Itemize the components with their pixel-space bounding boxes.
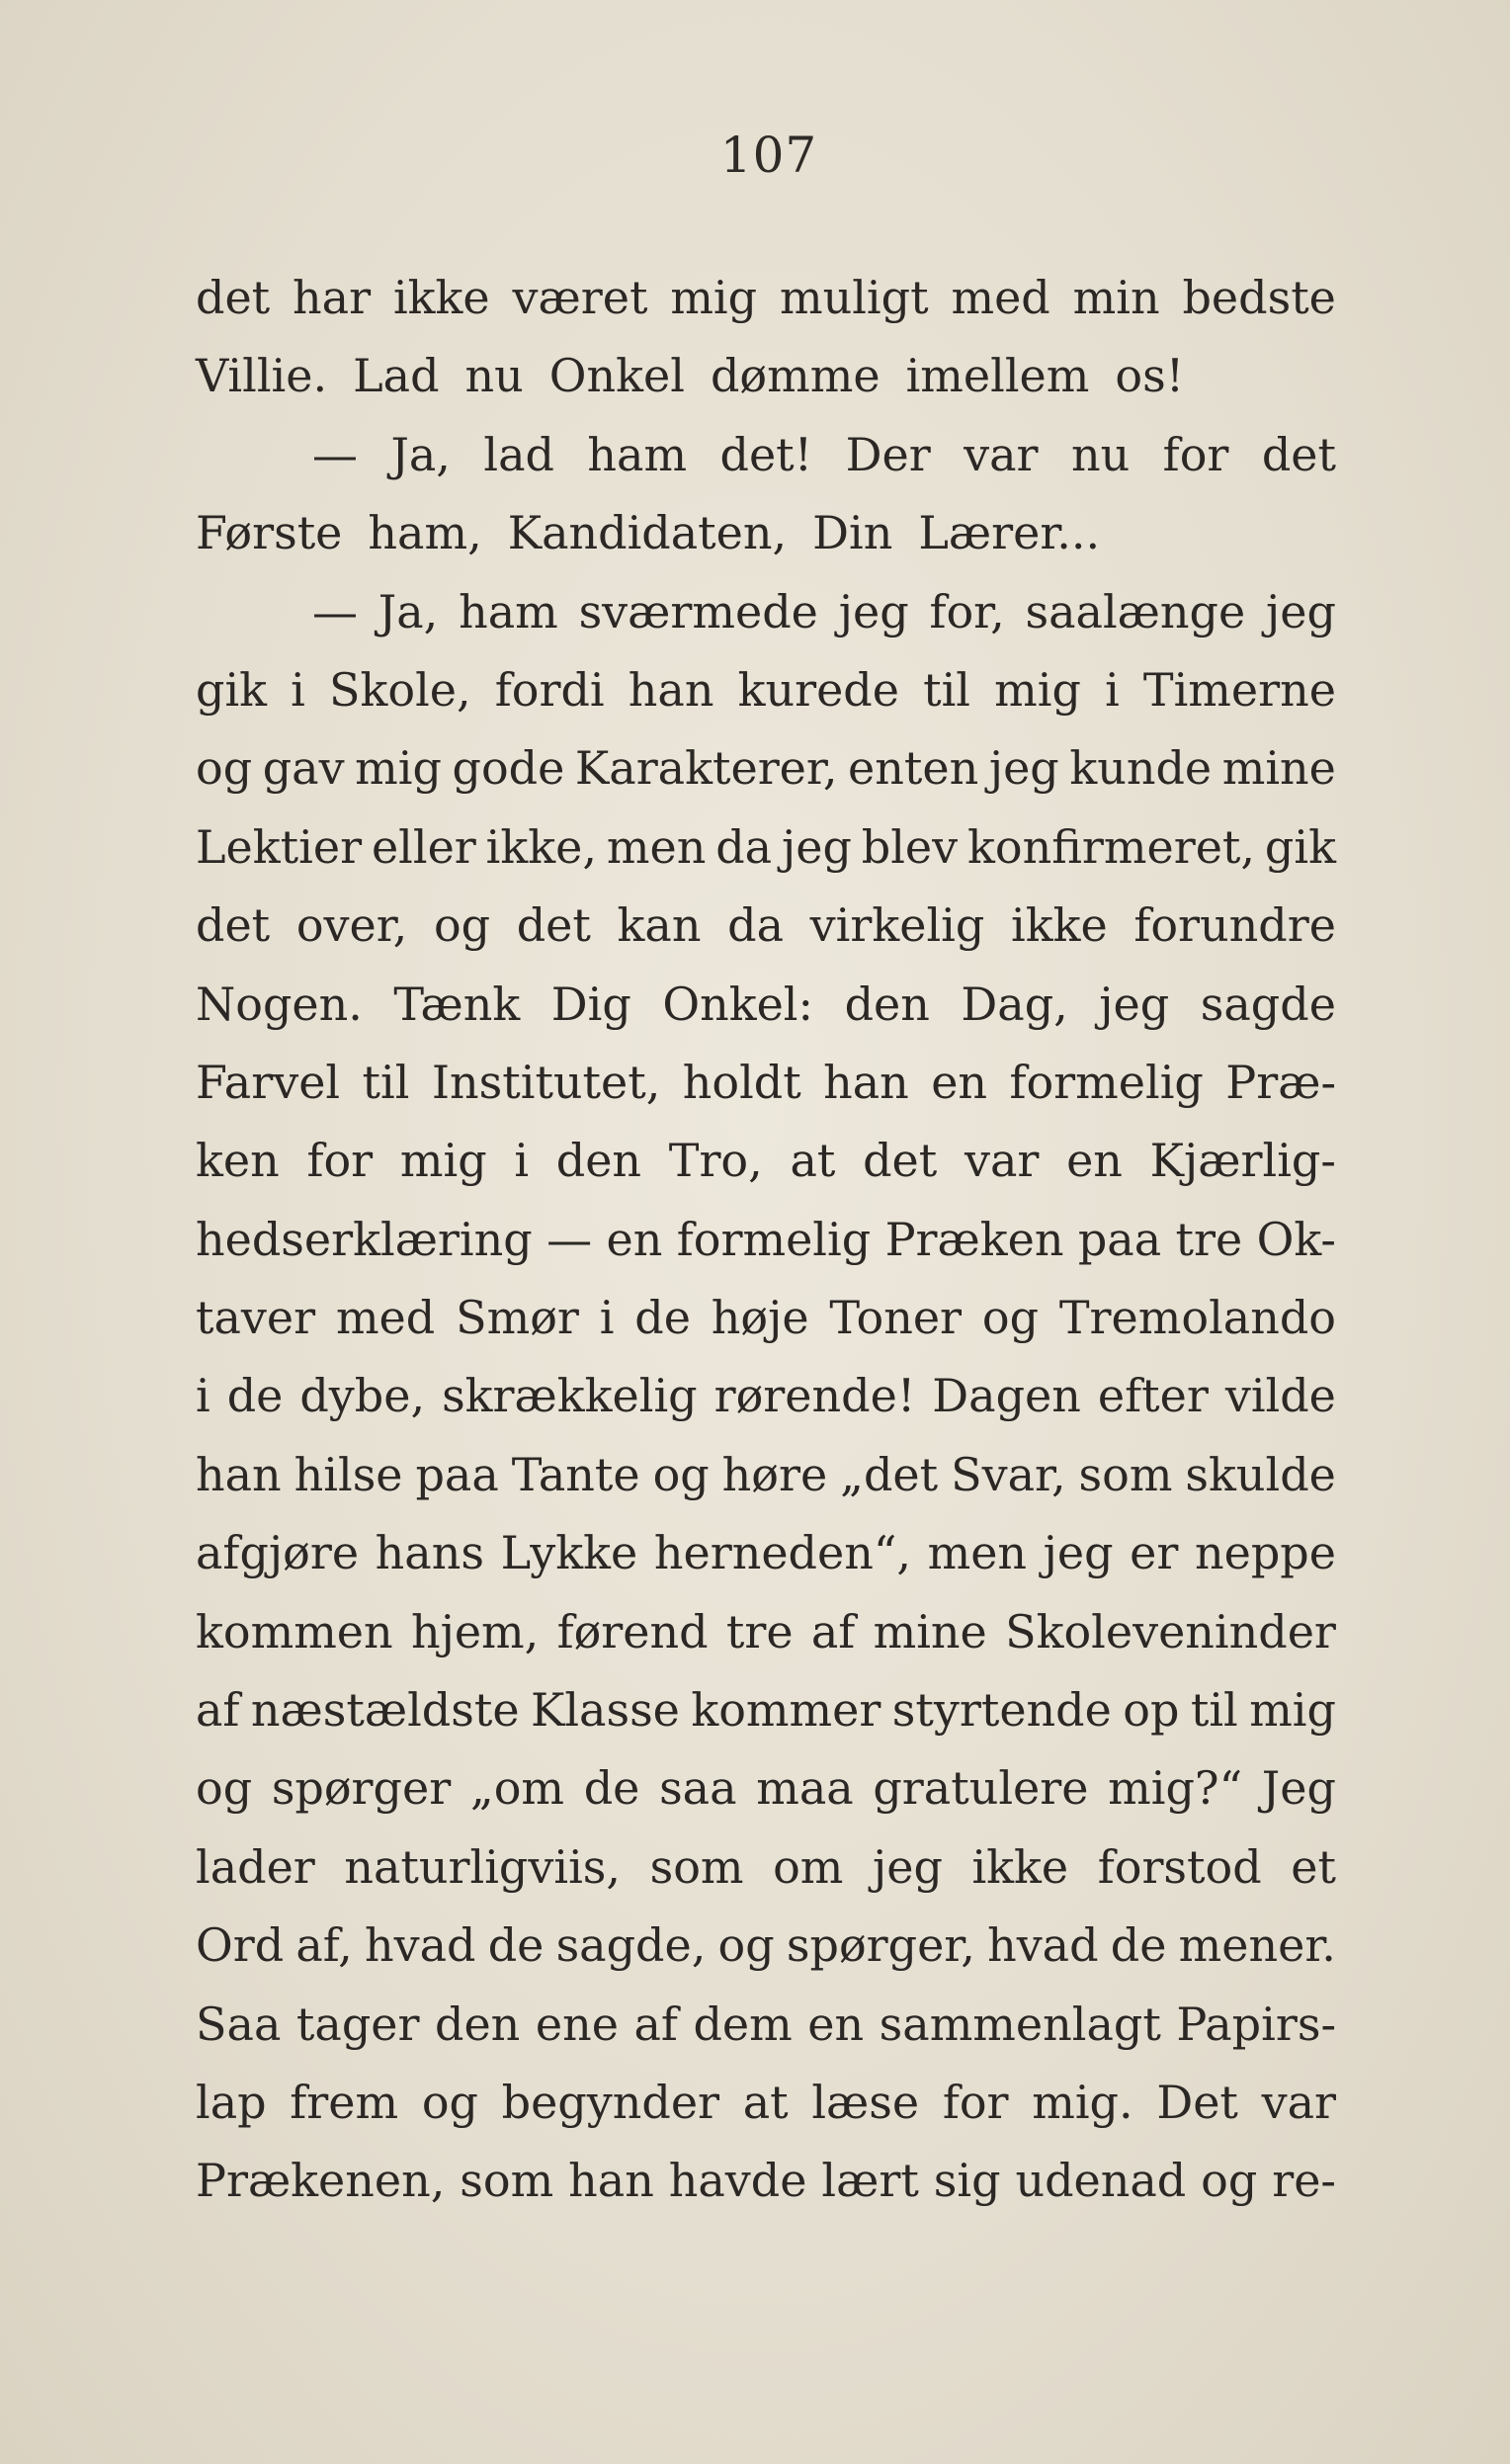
word: nu [1070, 427, 1131, 481]
word: bedste [1182, 271, 1336, 324]
word: var [964, 1134, 1040, 1188]
word: til [923, 662, 971, 717]
word: det [863, 1134, 938, 1188]
text-line [196, 1357, 1336, 1435]
word: forundre [1133, 898, 1336, 953]
word: afgjøre [196, 1526, 360, 1580]
text-line [196, 1279, 1336, 1357]
word: Tænk [393, 977, 521, 1031]
word: jeg [988, 741, 1059, 796]
word: frem [290, 2075, 399, 2129]
word: men [927, 1526, 1028, 1580]
word: Dagen [932, 1369, 1081, 1423]
word: Lykke [500, 1526, 638, 1580]
word: Saa [196, 1997, 282, 2051]
text-line [196, 416, 1336, 494]
word: Kjærlig- [1149, 1134, 1336, 1188]
word: kan [617, 898, 702, 953]
word: skrækkelig [442, 1369, 698, 1423]
word: Papirs- [1176, 1997, 1336, 2051]
word: vilde [1224, 1369, 1336, 1423]
word: Første [196, 506, 343, 560]
word: spørger [271, 1761, 452, 1816]
word: rørende! [713, 1369, 916, 1423]
word: i [599, 1291, 615, 1345]
word: kurede [737, 662, 899, 717]
word: ikke [392, 271, 490, 324]
word: Lad [353, 349, 440, 403]
word: — [546, 1212, 593, 1266]
word: ham [587, 427, 688, 481]
text-line [196, 1201, 1336, 1279]
word: det [196, 898, 271, 953]
word: høre [721, 1447, 828, 1501]
text-line [196, 259, 1336, 337]
word: jeg [1099, 977, 1170, 1031]
word: sammenlagt [879, 1997, 1161, 2051]
word: af [810, 1604, 856, 1658]
word: Dig [550, 977, 631, 1031]
word: Farvel [196, 1055, 341, 1109]
text-line [196, 1907, 1336, 1985]
word: sagde, [555, 1918, 707, 1973]
word: hvad [365, 1918, 476, 1973]
word: Det [1156, 2075, 1238, 2129]
word: Svar, [951, 1447, 1066, 1501]
page-number: 107 [719, 127, 818, 184]
word: formelig [1009, 1055, 1204, 1109]
word: Skoleveninder [1005, 1604, 1336, 1658]
word: er [1130, 1526, 1179, 1580]
word: et [1291, 1839, 1336, 1894]
word: holdt [682, 1055, 801, 1109]
text-line [196, 729, 1336, 807]
word: om [773, 1839, 844, 1894]
word: fordi [494, 662, 605, 717]
word: os! [1115, 349, 1185, 403]
word: som [460, 2154, 554, 2208]
word: jeg [1266, 584, 1336, 638]
word: dem [693, 1997, 793, 2051]
word: Din [812, 506, 893, 560]
word: udenad [1015, 2154, 1187, 2208]
text-line [196, 1986, 1336, 2064]
word: Onkel [548, 349, 685, 403]
word: hans [375, 1526, 484, 1580]
word: for [1162, 427, 1229, 481]
word: paa [415, 1447, 499, 1501]
text-line [196, 1593, 1336, 1671]
word: Prækenen, [196, 2154, 446, 2208]
word: hjem, [410, 1604, 540, 1658]
word: han [823, 1055, 909, 1109]
word: mig. [1032, 2075, 1133, 2129]
word: tre [1175, 1212, 1243, 1266]
word: forstod [1097, 1839, 1262, 1894]
text-line [196, 887, 1336, 965]
text-line [196, 494, 1336, 572]
word: Tante [511, 1447, 640, 1501]
word: mig [1249, 1683, 1336, 1738]
word: det [516, 898, 591, 953]
text-line [196, 2064, 1336, 2142]
text-line [196, 1671, 1336, 1749]
word: taver [196, 1291, 316, 1345]
word: at [742, 2075, 789, 2129]
word: lap [196, 2075, 267, 2129]
word: til [362, 1055, 410, 1109]
word: sværmede [578, 584, 818, 638]
word: maa [756, 1761, 854, 1816]
word: min [1072, 271, 1160, 324]
word: ken [196, 1134, 280, 1188]
word: han [196, 1447, 282, 1501]
word: over, [295, 898, 408, 953]
word: lader [196, 1839, 315, 1894]
text-line [196, 1749, 1336, 1827]
word: imellem [905, 349, 1090, 403]
word: lad [483, 427, 554, 481]
word: Jeg [1261, 1761, 1336, 1816]
word: den [555, 1134, 642, 1188]
word: en [606, 1212, 663, 1266]
word: den [435, 1997, 521, 2051]
word: saa [659, 1761, 737, 1816]
word: kunde [1069, 741, 1213, 796]
word: „det [840, 1447, 939, 1501]
word: den [844, 977, 930, 1031]
word: og [652, 1447, 710, 1501]
word: Lektier [196, 819, 363, 874]
word: herneden“, [653, 1526, 911, 1580]
word: ikke [971, 1839, 1069, 1894]
word: hilse [294, 1447, 403, 1501]
word: af, [295, 1918, 353, 1973]
word: Onkel: [662, 977, 814, 1031]
word: været [512, 271, 648, 324]
word: Toner [829, 1291, 963, 1345]
word: tre [725, 1604, 794, 1658]
word: som [649, 1839, 744, 1894]
word: for [306, 1134, 374, 1188]
word: Dag, [961, 977, 1068, 1031]
text-line [196, 573, 1336, 651]
word: — [312, 584, 358, 638]
word: jeg [1043, 1526, 1114, 1580]
word: blev [861, 819, 959, 874]
word: mine [1221, 741, 1336, 796]
word: Der [845, 427, 931, 481]
text-line [196, 966, 1336, 1044]
word: Timerne [1142, 662, 1336, 717]
word: de [1110, 1918, 1167, 1973]
word: da [727, 898, 785, 953]
word: sagde [1200, 977, 1336, 1031]
word: i [1105, 662, 1120, 717]
word: Kandidaten, [507, 506, 788, 560]
word: var [964, 427, 1039, 481]
word: for [942, 2075, 1009, 2129]
word: de [487, 1918, 545, 1973]
word: dybe, [299, 1369, 426, 1423]
word: enten [848, 741, 979, 796]
word: re- [1272, 2154, 1336, 2208]
word: Lærer... [918, 506, 1101, 560]
word: høje [711, 1291, 809, 1345]
word: gav [262, 741, 345, 796]
word: det [196, 271, 271, 324]
word: naturligviis, [344, 1839, 622, 1894]
word: og [433, 898, 491, 953]
word: konfirmeret, [967, 819, 1256, 874]
word: neppe [1194, 1526, 1336, 1580]
word: han [628, 662, 714, 717]
word: en [807, 1997, 865, 2051]
word: sig [933, 2154, 1001, 2208]
word: og [196, 741, 253, 796]
word: eller [371, 819, 476, 874]
word: at [790, 1134, 836, 1188]
word: havde [668, 2154, 807, 2208]
word: mig [670, 271, 758, 324]
text-line [196, 337, 1336, 415]
word: Tremolando [1058, 1291, 1336, 1345]
text-line [196, 1436, 1336, 1514]
word: ham [459, 584, 558, 638]
word: af [633, 1997, 678, 2051]
word: Nogen. [196, 977, 363, 1031]
word: til [1190, 1683, 1238, 1738]
word: dømme [710, 349, 881, 403]
word: mener. [1178, 1918, 1336, 1973]
word: ham, [368, 506, 482, 560]
word: formelig [676, 1212, 872, 1266]
word: i [291, 662, 305, 717]
word: nu [464, 349, 524, 403]
word: mig [355, 741, 442, 796]
word: begynder [501, 2075, 720, 2129]
word: i [196, 1369, 210, 1423]
text-line [196, 808, 1336, 887]
word: gik [1264, 819, 1336, 874]
word: og [421, 2075, 478, 2129]
word: for, [929, 584, 1005, 638]
word: i [514, 1134, 530, 1188]
word: som [1078, 1447, 1173, 1501]
word: jeg [781, 819, 852, 874]
word: styrtende [891, 1683, 1112, 1738]
word: jeg [872, 1839, 943, 1894]
word: Præ- [1225, 1055, 1336, 1109]
word: Ord [196, 1918, 285, 1973]
word: Smør [456, 1291, 579, 1345]
word: en [1066, 1134, 1123, 1188]
word: Skole, [329, 662, 471, 717]
word: gratulere [873, 1761, 1089, 1816]
word: tager [295, 1997, 420, 2051]
word: skulde [1185, 1447, 1336, 1501]
word: Tro, [668, 1134, 763, 1188]
text-line [196, 651, 1336, 729]
word: Ja, [378, 584, 439, 638]
word: muligt [779, 271, 929, 324]
word: gode [452, 741, 565, 796]
word: Klasse [530, 1683, 680, 1738]
word: og [717, 1918, 775, 1973]
word: mine [873, 1604, 987, 1658]
word: en [931, 1055, 988, 1109]
word: og [981, 1291, 1040, 1345]
text-line [196, 1044, 1336, 1122]
word: — [312, 427, 358, 481]
word: var [1261, 2075, 1336, 2129]
word: da [715, 819, 773, 874]
word: kommen [196, 1604, 393, 1658]
word: spørger, [786, 1918, 975, 1973]
word: har [293, 271, 372, 324]
word: de [226, 1369, 284, 1423]
text-line [196, 1514, 1336, 1592]
word: førend [556, 1604, 709, 1658]
body-text [196, 259, 1336, 2221]
word: men [606, 819, 707, 874]
word: de [634, 1291, 691, 1345]
word: saalænge [1025, 584, 1246, 638]
word: Karakterer, [574, 741, 838, 796]
word: og [1201, 2154, 1258, 2208]
word: lært [821, 2154, 919, 2208]
word: det! [719, 427, 813, 481]
word: mig [994, 662, 1081, 717]
word: virkelig [809, 898, 985, 953]
word: mig [399, 1134, 487, 1188]
word: han [568, 2154, 654, 2208]
word: kommer [691, 1683, 881, 1738]
word: læse [811, 2075, 920, 2129]
word: mig?“ [1108, 1761, 1243, 1816]
word: Ok- [1256, 1212, 1336, 1266]
word: paa [1077, 1212, 1162, 1266]
word: Præken [884, 1212, 1064, 1266]
word: jeg [838, 584, 909, 638]
word: de [583, 1761, 640, 1816]
word: Institutet, [431, 1055, 661, 1109]
text-line [196, 1828, 1336, 1907]
word: og [196, 1761, 253, 1816]
word: hvad [987, 1918, 1099, 1973]
word: ikke, [485, 819, 597, 874]
word: Villie. [196, 349, 328, 403]
word: hedserklæring [196, 1212, 533, 1266]
word: ikke [1010, 898, 1108, 953]
word: efter [1097, 1369, 1209, 1423]
word: af [196, 1683, 240, 1738]
word: op [1123, 1683, 1180, 1738]
word: med [951, 271, 1050, 324]
word: „om [469, 1761, 565, 1816]
word: med [335, 1291, 436, 1345]
word: det [1261, 427, 1336, 481]
word: Ja, [390, 427, 451, 481]
text-line [196, 1122, 1336, 1200]
word: gik [196, 662, 268, 717]
word: næstældste [250, 1683, 520, 1738]
text-line [196, 2142, 1336, 2220]
word: ene [535, 1997, 619, 2051]
